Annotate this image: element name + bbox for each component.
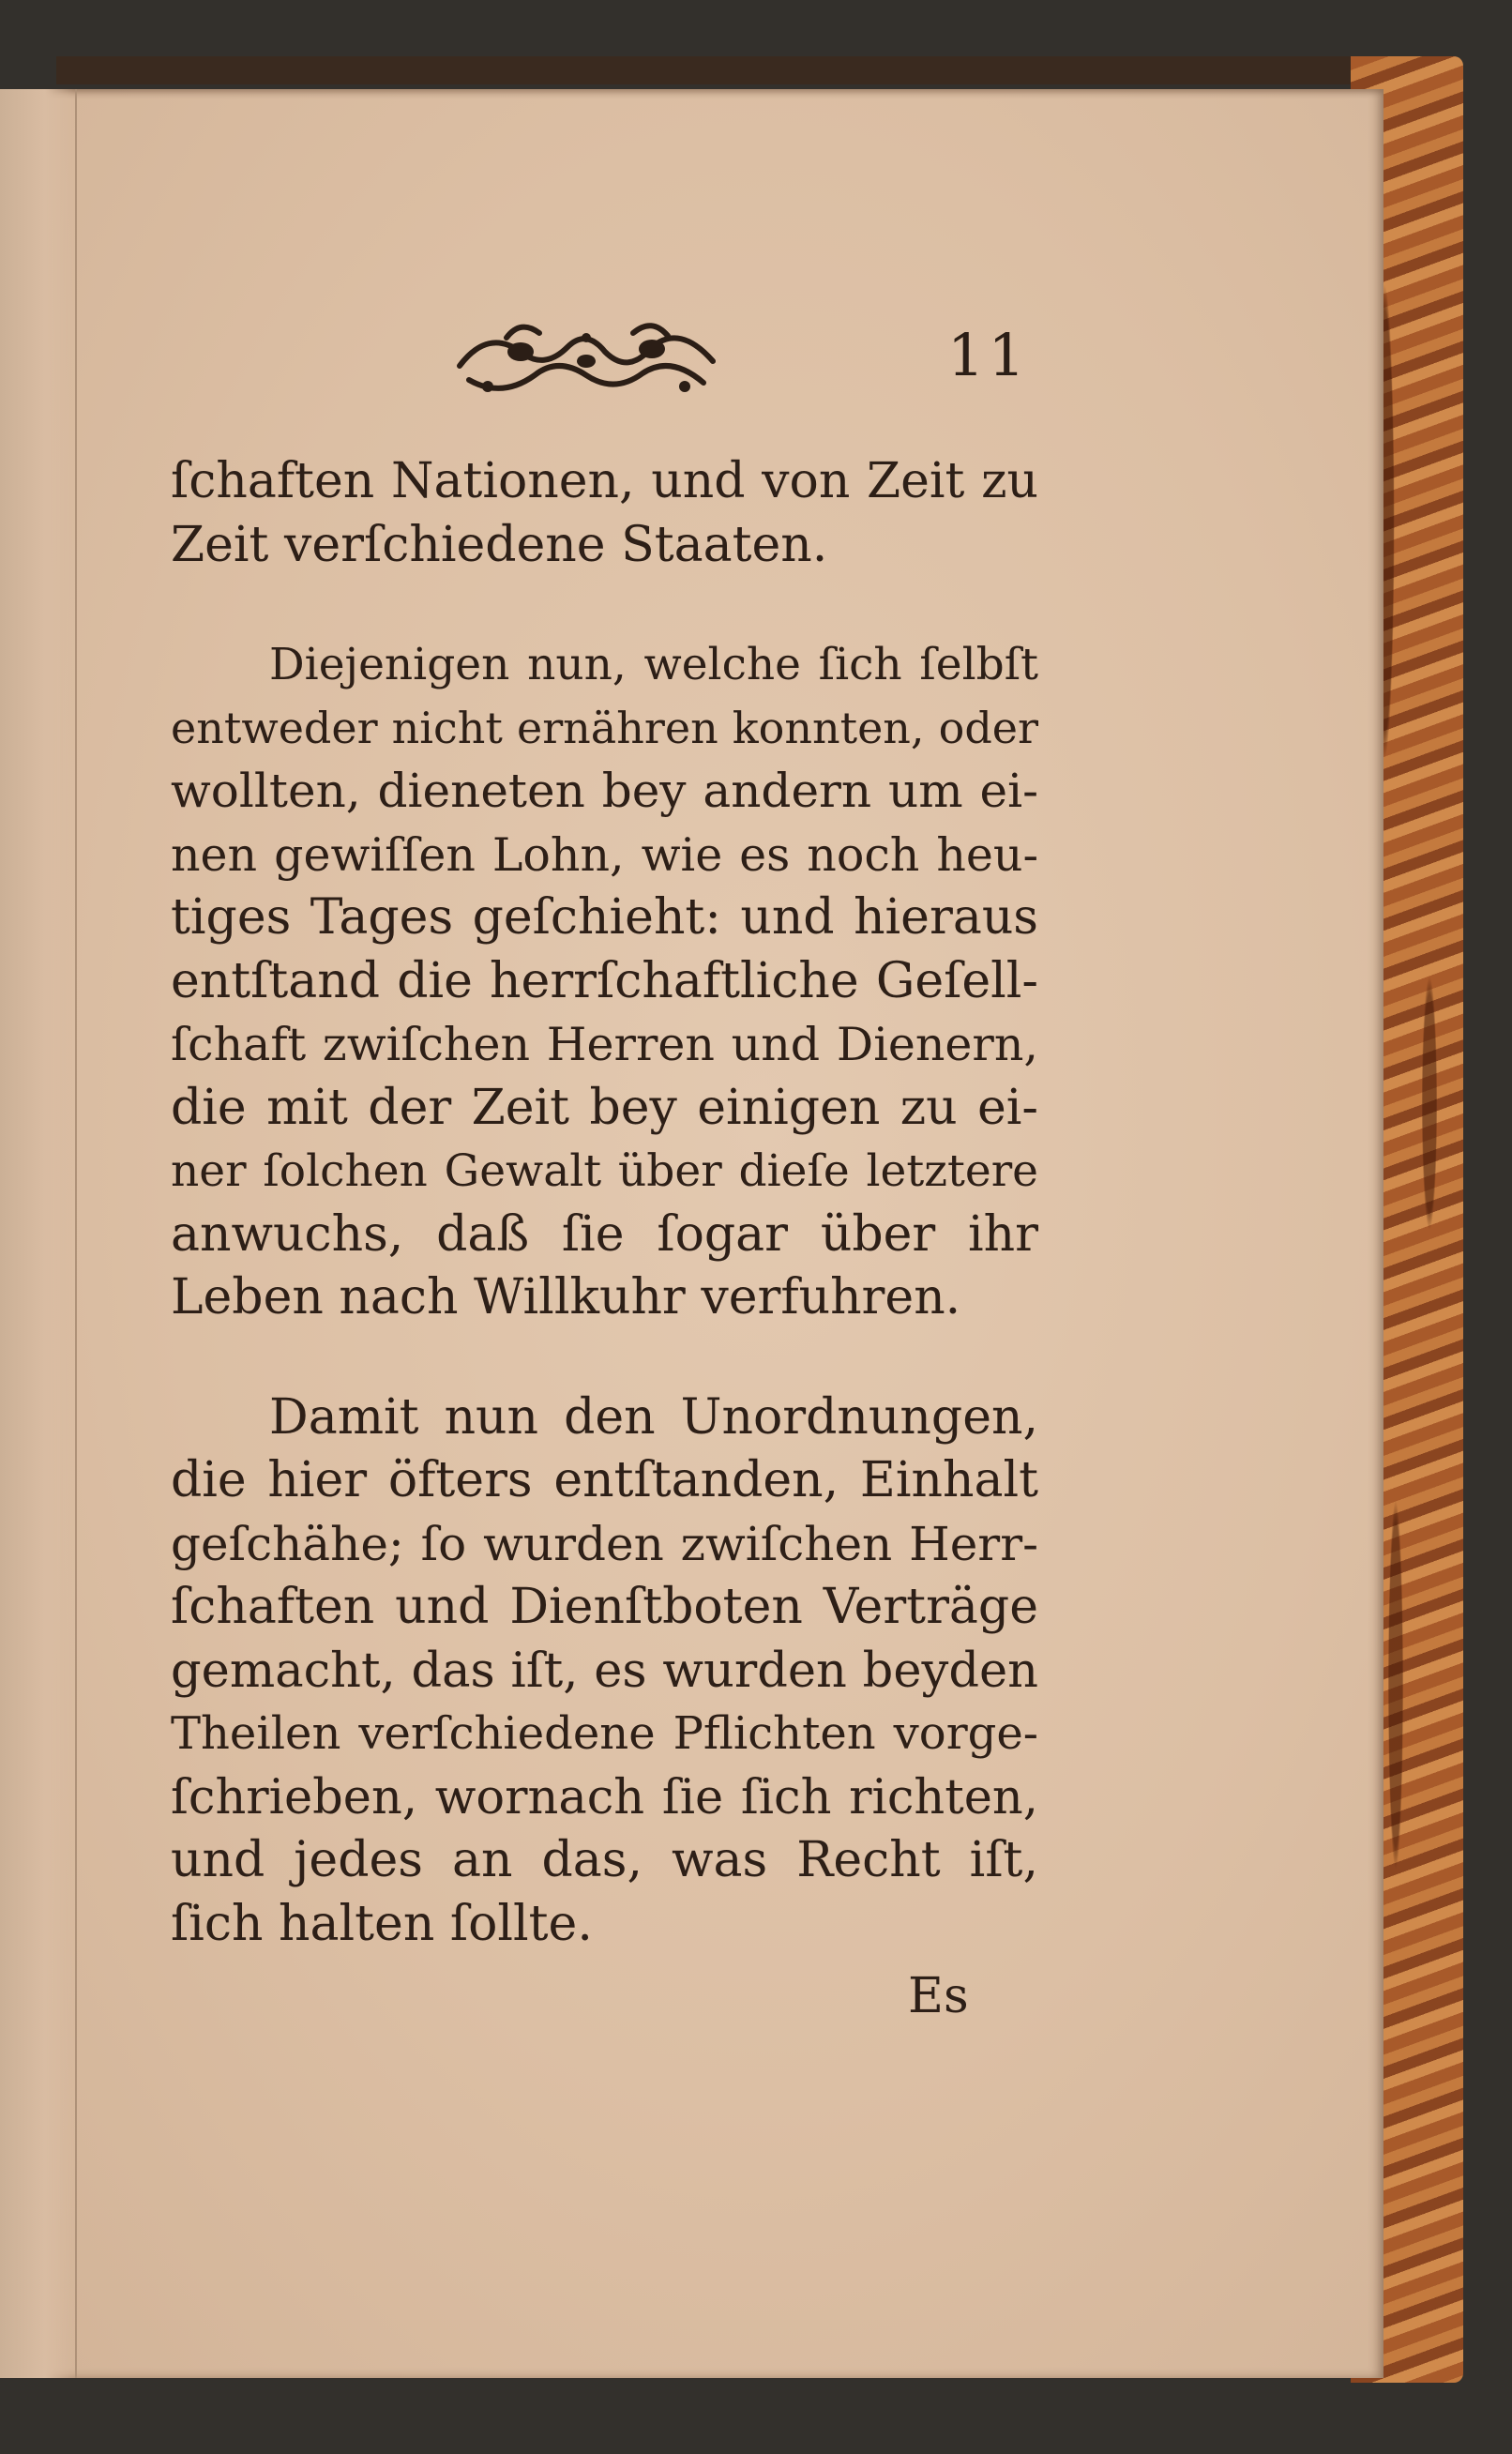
ornament-vignette-icon [450,310,722,403]
paragraph-3 [171,1386,1038,1957]
text-line: Theilen verſchiedene Pflichten vorge- [171,1707,1038,1760]
text-line: ſchaft zwiſchen Herren und Dienern, [171,1018,1038,1071]
page-number: 11 [947,321,1029,389]
text-line: ſich halten ſollte. [171,1895,593,1952]
text-line: nen gewiſſen Lohn, wie es noch heu- [171,827,1038,882]
text-line: Damit nun den Unordnungen, [269,1388,1038,1446]
text-line: Diejenigen nun, welche ſich ſelbſt [269,639,1038,690]
text-line: wollten, dieneten bey andern um ei- [171,764,1038,818]
text-line: ner ſolchen Gewalt über dieſe letztere [171,1145,1038,1197]
text-line: entſtand die herrſchaftliche Geſell- [171,952,1038,1009]
text-line: ſchaften Nationen, und von Zeit zu [171,453,1038,509]
book-cover-top [56,56,1369,84]
paragraph-2 [171,633,1038,1330]
text-line: die mit der Zeit bey einigen zu ei- [171,1079,1038,1136]
text-line: die hier öfters entſtanden, Einhalt [171,1452,1038,1508]
text-line: entweder nicht ernähren konnten, oder [171,702,1038,753]
page-gutter [0,89,77,2378]
text-line: anwuchs, daß ſie ſogar über ihr [171,1205,1038,1263]
catchword: Es [908,1968,969,2024]
text-line: tiges Tages geſchieht: und hieraus [171,889,1038,946]
text-line: geſchähe; ſo wurden zwiſchen Herr- [171,1516,1038,1571]
text-line: ſchrieben, wornach ſie ſich richten, [171,1769,1038,1825]
text-line: Leben nach Willkuhr verfuhren. [171,1269,961,1325]
text-line: Zeit verſchiedene Staaten. [171,516,828,573]
paragraph-1 [171,450,1038,577]
text-line: gemacht, das iſt, es wurden beyden [171,1643,1038,1699]
text-line: und jedes an das, was Recht iſt, [171,1832,1038,1888]
body-text [171,450,1038,1956]
text-line: ſchaften und Dienſtboten Verträge [171,1579,1038,1635]
